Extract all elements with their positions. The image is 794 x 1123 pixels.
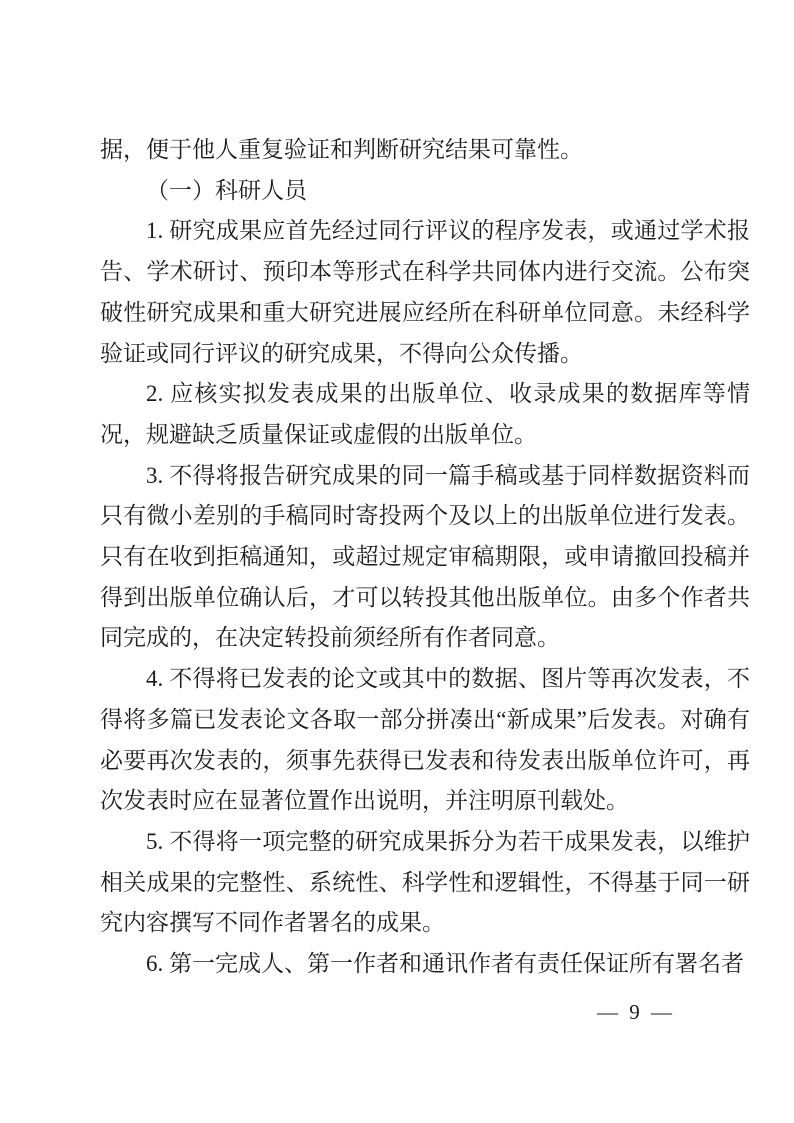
paragraph-continuation: 据，便于他人重复验证和判断研究结果可靠性。	[100, 137, 583, 162]
paragraph-item-1: 1. 研究成果应首先经过同行评议的程序发表，或通过学术报告、学术研讨、预印本等形式在科学共同体内进行交流。公布突破性研究成果和重大研究进展应经所在科研单位同意。未经科学验证或同行评议的研究成果，不得向公众传播。	[100, 218, 750, 366]
paragraph-item-6: 6. 第一完成人、第一作者和通讯作者有责任保证所有署名者	[146, 951, 744, 977]
document-body	[100, 130, 750, 985]
section-heading: （一）科研人员	[146, 177, 307, 203]
paragraph-item-3: 3. 不得将报告研究成果的同一篇手稿或基于同样数据资料而只有微小差别的手稿同时寄投两个及以上的出版单位进行发表。只有在收到拒稿通知，或超过规定审稿期限，或申请撤回投稿并得到出版单位确认后，才可以转投其他出版单位。由多个作者共同完成的，在决定转投前须经所有作者同意。	[100, 462, 750, 651]
paragraph-item-5: 5. 不得将一项完整的研究成果拆分为若干成果发表，以维护相关成果的完整性、系统性、科学性和逻辑性，不得基于同一研究内容撰写不同作者署名的成果。	[100, 828, 750, 936]
paragraph-item-2: 2. 应核实拟发表成果的出版单位、收录成果的数据库等情况，规避缺乏质量保证或虚假的出版单位。	[100, 381, 750, 447]
paragraph-item-4: 4. 不得将已发表的论文或其中的数据、图片等再次发表，不得将多篇已发表论文各取一部分拼凑出“新成果”后发表。对确有必要再次发表的，须事先获得已发表和待发表出版单位许可，再次发表时应在显著位置作出说明，并注明原刊载处。	[100, 666, 750, 814]
page-number: — 9 —	[597, 1000, 675, 1024]
